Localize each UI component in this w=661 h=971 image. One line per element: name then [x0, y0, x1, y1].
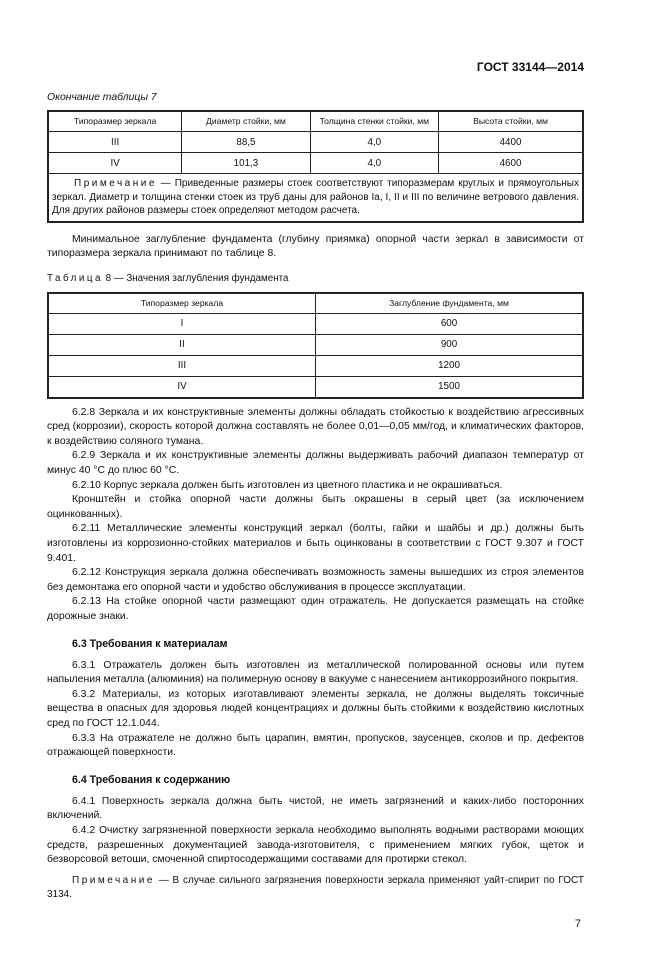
table-cell: IV [48, 376, 316, 398]
paragraph: 6.2.9 Зеркала и их конструктивные элементы должны выдерживать рабочий диапазон температур от минус 40 °С до плюс 60 °С. [47, 450, 584, 477]
table-cell: II [48, 334, 316, 355]
table-row [48, 153, 583, 174]
table-cell: IV [48, 153, 182, 174]
table8-caption [47, 272, 584, 285]
paragraph: 6.2.10 Корпус зеркала должен быть изготовлен из цветного пластика и не окрашиваться. [72, 479, 503, 491]
table-header: Заглубление фундамента, мм [316, 293, 584, 314]
table7-caption: Окончание таблицы 7 [47, 92, 157, 103]
paragraph: 6.2.8 Зеркала и их конструктивные элементы должны обладать стойкостью к воздействию агрессивных сред (коррозии), скорость которой должна составлять не более 0,01—0,05 мм/год, и климатических факторов, к воздействию соляного тумана. [47, 406, 584, 447]
paragraph: 6.3.2 Материалы, из которых изготавливают элементы зеркала, не должны выделять токсичные вещества в опасных для здоровья людей концентрациях и должны быть стойкими к воздействию кислотных сред по ГОСТ 12.1.044. [47, 688, 584, 729]
section-6-4 [47, 773, 584, 903]
note-text: — В случае сильного загрязнения поверхности зеркала применяют уайт-спирит по ГОСТ 3134. [47, 874, 584, 901]
section-heading: 6.4 Требования к содержанию [72, 773, 231, 786]
paragraph: 6.3.1 Отражатель должен быть изготовлен из металлической полированной основы или путем напыления металла (алюминия) на полимерную основу в вакууме с нанесением антикоррозийного покрытия. [47, 659, 584, 686]
paragraph: 6.2.12 Конструкция зеркала должна обеспечивать возможность замены вышедших из строя элементов без демонтажа его опорной части и удобство обслуживания в процессе эксплуатации. [47, 567, 584, 593]
table-row [48, 355, 583, 376]
note-text: — Приведенные размеры стоек соответствуют типоразмерам круглых и прямоугольных зеркал. Диаметр и толщина стенки стоек из труб даны для районов Iа, I, II и III по величине ветрового давления. Для других районов размеры стоек определяют методом расчета. [52, 178, 579, 216]
table-row [48, 376, 583, 398]
caption-label: Таблица [47, 272, 103, 284]
table-cell: I [48, 313, 316, 334]
page-number: 7 [574, 917, 581, 930]
table-header: Толщина стенки стойки, мм [310, 111, 438, 132]
table-cell: 600 [316, 313, 584, 334]
table-cell: 4400 [439, 132, 583, 153]
table-row [48, 334, 583, 355]
table-header: Типоразмер зеркала [48, 111, 182, 132]
paragraph: 6.4.2 Очистку загрязненной поверхности зеркала необходимо выполнять водными растворами моющих средств, разрешенных документацией завода-изготовителя, с применением мягких губок, щеток и безворсовой ветоши, смоченной спиртосодержащими составами для протирки стекол. [47, 824, 584, 866]
paragraph: 6.2.11 Металлические элементы конструкций зеркал (болты, гайки и шайбы и др.) должны быть изготовлены из коррозионно-стойких материалов и быть оцинкованы в соответствии с ГОСТ 9.307 и ГОСТ 9.401. [47, 523, 584, 564]
table7-note [48, 174, 583, 222]
table8 [47, 292, 584, 399]
table7 [47, 110, 584, 223]
section-heading: 6.3 Требования к материалам [72, 637, 228, 650]
table-cell: 900 [316, 334, 584, 355]
note-label: Примечание [74, 178, 157, 189]
paragraph: Минимальное заглубление фундамента (глубину приямка) опорной части зеркал в зависимости от типоразмера зеркала принимают по таблице 8. [47, 233, 584, 260]
table-cell: 101,3 [182, 153, 310, 174]
document-header: ГОСТ 33144—2014 [476, 60, 584, 74]
table-cell: III [48, 132, 182, 153]
caption-text: 8 — Значения заглубления фундамента [102, 272, 289, 284]
table-header: Типоразмер зеркала [48, 293, 316, 314]
table-cell: 1200 [316, 355, 584, 376]
section-6-3 [47, 637, 584, 761]
table-cell: III [48, 355, 316, 376]
table-row [48, 313, 583, 334]
table-cell: 4,0 [310, 153, 438, 174]
paragraph: 6.2.13 На стойке опорной части размещают один отражатель. Не допускается размещать на стойке дорожные знаки. [47, 596, 584, 622]
table-header: Высота стойки, мм [439, 111, 583, 132]
table-cell: 1500 [316, 376, 584, 398]
table-cell: 4,0 [310, 132, 438, 153]
table-header: Диаметр стойки, мм [182, 111, 310, 132]
table-cell: 4600 [439, 153, 583, 174]
note [47, 874, 584, 903]
table-cell: 88,5 [182, 132, 310, 153]
paragraph: 6.4.1 Поверхность зеркала должна быть чистой, не иметь загрязнений и каких-либо посторонних включений. [47, 795, 584, 822]
table-row [48, 132, 583, 153]
document-page [47, 0, 584, 971]
paragraph: Кронштейн и стойка опорной части должны быть окрашены в серый цвет (за исключением оцинкованных). [47, 494, 584, 520]
paragraph: 6.3.3 На отражателе не должно быть царапин, вмятин, пропусков, заусенцев, сколов и пр. дефектов отражающей поверхности. [47, 732, 584, 759]
section-6-2 [47, 406, 584, 625]
note-label: Примечание [72, 874, 155, 886]
